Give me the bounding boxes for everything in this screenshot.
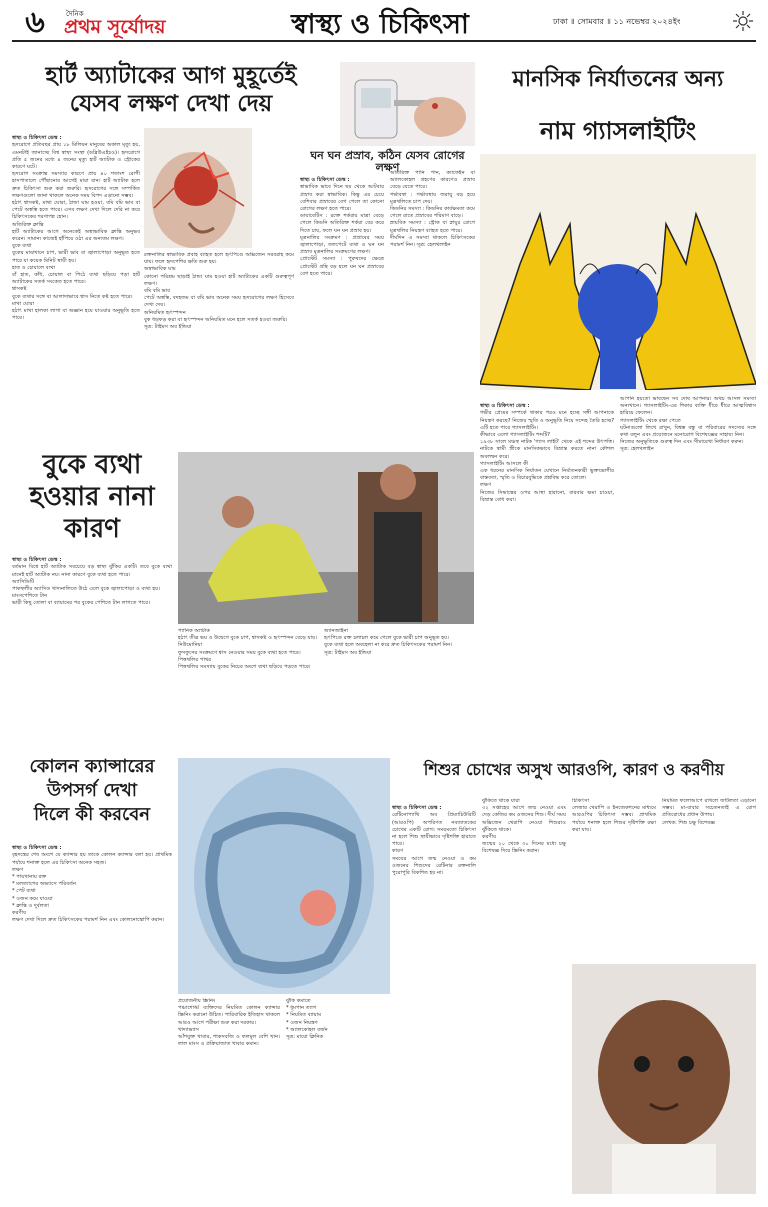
glucose-text-1: স্বাভাবিক ভাবে দিনে ছয় থেকে আটবার প্রস্রাব করা স্বাভাবিক। কিন্তু এর চেয়ে বেশিবার প্রস্রাবের বেগ পেলে তা কোনো রোগের লক্ষণ হতে পারে। ডায়াবেটিস : রক্তে শর্করার মাত্রা বেড়ে গেলে কিডনি অতিরিক্ত শর্করা বের করে দিতে চায়, ফলে ঘন ঘন প্রস্রাব হয়। মূত্রনালির সংক্রমণ : প্রস্রাবের সময় জ্বালাপোড়া, তলপেটে ব্যথা ও ঘন ঘন প্রস্রাব মূত্রনালির সংক্রমণের লক্ষণ। প্রোস্টেট সমস্যা : পুরুষদের ক্ষেত্রে প্রোস্টেট গ্রন্থি বড় হলে ঘন ঘন প্রস্রাবের বেগ হতে পারে। [300, 184, 384, 277]
chest-article [12, 452, 474, 754]
gas-column-1 [480, 396, 614, 690]
child-eye-column-3: চিকিৎসা লেজার থেরাপি ও ইনজেকশনের মাধ্যমে আরওপির চিকিৎসা সম্ভব। প্রাথমিক পর্যায়ে শনাক্ত হলে শিশুর দৃষ্টিশক্তি রক্ষা করা যায়। [572, 798, 656, 833]
glucose-column-1 [300, 170, 384, 452]
colon-headline-3: দিলে কী করবেন [33, 804, 150, 825]
section-title: স্বাস্থ্য ও চিকিৎসা [291, 9, 469, 40]
masthead [0, 0, 768, 64]
colon-byline: স্বাস্থ্য ও চিকিৎসা ডেস্ক : [12, 845, 62, 852]
colon-text-1: বৃহদন্ত্রের শেষ অংশে যে ক্যান্সার হয় তাকে কোলন ক্যান্সার বলা হয়। প্রাথমিক পর্যায়ে শনাক্ত হলে এর চিকিৎসা অনেক সহজ। লক্ষণ * পায়খানায় রক্ত * মলত্যাগের অভ্যাসে পরিবর্তন * পেট ব্যথা * ওজন কমে যাওয়া * ক্লান্তি ও দুর্বলতা করণীয় লক্ষণ দেখা দিলে দ্রুত চিকিৎসকের পরামর্শ নিন এবং কোলনোস্কোপি করান। [12, 852, 172, 924]
glucose-byline: স্বাস্থ্য ও চিকিৎসা ডেস্ক : [300, 177, 350, 184]
gaslighting-illustration [480, 154, 756, 390]
chest-text-1: বর্তমান বিশ্বে হার্ট অ্যাটাক সবচেয়ে বড় স্বাস্থ্য ঝুঁকির একটি। তবে বুকে ব্যথা মানেই হার্ট অ্যাটাক নয়। নানা কারণে বুকে ব্যথা হতে পারে। অ্যাসিডিটি পাকস্থলীর অ্যাসিড খাদ্যনালিতে উঠে এলে বুকে জ্বালাপোড়া ও ব্যথা হয়। মাংসপেশিতে টান ভারী কিছু তোলা বা ব্যায়ামের পর বুকের পেশিতে টান লাগতে পারে। [12, 564, 172, 607]
gaslighting-article [480, 62, 756, 692]
gas-headline-1: মানসিক নির্যাতনের অন্য [512, 66, 724, 92]
heart-byline: স্বাস্থ্য ও চিকিৎসা ডেস্ক : [12, 135, 62, 142]
colon-column-2: প্রয়োজনীয় স্ক্রিনিং পঞ্চাশোর্ধ্ব ব্যক্তিদের নিয়মিত কোলন ক্যান্সার স্ক্রিনিং করানো উচিত। পারিবারিক ইতিহাস থাকলে আরও আগে পরীক্ষা শুরু করা দরকার। খাদ্যাভ্যাস আঁশযুক্ত খাবার, শাকসবজি ও ফলমূল বেশি খান। লাল মাংস ও প্রক্রিয়াজাত খাবার কমান। [178, 998, 280, 1048]
child-eye-headline: শিশুর চোখের অসুখ আরওপি, কারণ ও করণীয় [423, 760, 725, 779]
page-number: ৬ [25, 5, 45, 40]
child-eye-column-1 [392, 798, 476, 1194]
heart-article [12, 62, 330, 452]
glucose-headline: ঘন ঘন প্রস্রাব, কঠিন যেসব রোগের লক্ষণ [310, 149, 465, 174]
chest-column-1 [12, 550, 172, 750]
colon-article [12, 758, 390, 1198]
gas-column-2: আপনি হয়তো ভাবছেন সব দোষ আপনার। অথচ আসল সমস্যা অন্যখানে। গ্যাসলাইটিং-এর শিকার ব্যক্তি ধীরে ধীরে আত্মবিশ্বাস হারিয়ে ফেলেন। গ্যাসলাইটিং থেকে রক্ষা পেতে ঘটনাগুলো লিখে রাখুন, বিশ্বস্ত বন্ধু বা পরিবারের সদস্যের সঙ্গে কথা বলুন এবং প্রয়োজনে মনোরোগ বিশেষজ্ঞের সাহায্য নিন। নিজের অনুভূতিকে গুরুত্ব দিন এবং সীমারেখা নির্ধারণ করুন। সূত্র: হেলথলাইন [620, 396, 756, 453]
chest-headline-1: বুকে ব্যথা [42, 450, 142, 480]
gas-text-1: গভীর প্রেমের সম্পর্কে থাকার পরও মনে হচ্ছে সঙ্গী আপনাকে নিয়ন্ত্রণ করছে? নিজের স্মৃতি ও অনুভূতি নিয়ে সন্দেহ তৈরি হচ্ছে? এটি হতে পারে গ্যাসলাইটিং। কীভাবে এলো গ্যাসলাইটিং শব্দটি? ১৯৩৮ সালে মঞ্চস্থ নাটক 'গ্যাস লাইট' থেকে এই শব্দের উৎপত্তি। নাটকে স্বামী স্ত্রীকে মানসিকভাবে বিভ্রান্ত করতে নানা কৌশল অবলম্বন করে। গ্যাসলাইটিং আসলে কী এক ধরনের মানসিক নির্যাতন যেখানে নির্যাতনকারী ভুক্তভোগীর বাস্তবতা, স্মৃতি ও বিচারবুদ্ধিকে প্রশ্নবিদ্ধ করে তোলে। লক্ষণ নিজের সিদ্ধান্তের ওপর আস্থা হারানো, বারবার ক্ষমা চাওয়া, বিভ্রান্ত বোধ করা। [480, 410, 614, 503]
child-eye-byline: স্বাস্থ্য ও চিকিৎসা ডেস্ক : [392, 805, 442, 812]
chest-headline-2: হওয়ার নানা [29, 482, 155, 512]
gas-byline: স্বাস্থ্য ও চিকিৎসা ডেস্ক : [480, 403, 530, 410]
child-eye-column-4: নিয়মিত ফলোআপে রাখলে জটিলতা এড়ানো সম্ভব। মা-বাবার সচেতনতাই এ রোগ প্রতিরোধের প্রধান উপায়। লেখক: শিশু চক্ষু বিশেষজ্ঞ [662, 798, 756, 826]
logo-text: প্রথম সূর্যোদয় [64, 16, 166, 38]
sun-ornament-icon [732, 10, 754, 32]
colon-column-3: ঝুঁকি কমাতে * ধূমপান ত্যাগ * নিয়মিত ব্যায়াম * ওজন নিয়ন্ত্রণ * অ্যালকোহল বর্জন সূত্র: মায়ো ক্লিনিক [286, 998, 328, 1041]
heart-column-1 [12, 128, 140, 448]
glucose-column-2: অতিরিক্ত পানি পান, ক্যাফেইন বা অ্যালকোহল গ্রহণের কারণেও প্রস্রাব বেড়ে যেতে পারে। গর্ভাবস্থা : গর্ভাবস্থায় জরায়ু বড় হয়ে মূত্রথলিতে চাপ দেয়। কিডনির সমস্যা : কিডনির কার্যক্ষমতা কমে গেলে রাতে প্রস্রাবের পরিমাণ বাড়ে। স্নায়বিক সমস্যা : স্ট্রোক বা স্নায়ুর রোগে মূত্রথলির নিয়ন্ত্রণ ব্যাহত হতে পারে। দীর্ঘদিন এ সমস্যা থাকলে চিকিৎসকের পরামর্শ নিন। সূত্র: হেলথলাইন [390, 170, 475, 249]
chest-pain-photo [178, 452, 474, 624]
colon-headline-2: উপসর্গ দেখা [47, 780, 137, 801]
chest-column-3: অ্যানজাইনা হৃৎপিণ্ডে রক্ত চলাচল কমে গেলে বুকে ভারী চাপ অনুভূত হয়। বুকে ব্যথা হলে অবহেলা না করে দ্রুত চিকিৎসকের পরামর্শ নিন। সূত্র: টাইমস অব ইন্ডিয়া [324, 628, 453, 656]
glucose-article [300, 62, 475, 454]
chest-column-2: প্যানিক অ্যাটাক হঠাৎ তীব্র ভয় ও উদ্বেগে বুকে চাপ, শ্বাসকষ্ট ও হৃৎস্পন্দন বেড়ে যায়। নিউমোনিয়া ফুসফুসের সংক্রমণে শ্বাস নেওয়ার সময় বুকে ব্যথা হতে পারে। পিত্তথলির পাথর পিত্তথলির সমস্যায় বুকের নিচের অংশে ব্যথা ছড়িয়ে পড়তে পারে। [178, 628, 317, 671]
logo-prefix: দৈনিক [66, 10, 84, 18]
chest-headline-3: কারণ [64, 514, 120, 544]
heart-headline-2: যেসব লক্ষণ দেখা দেয় [69, 90, 273, 117]
colon-headline-1: কোলন ক্যান্সারের [29, 756, 155, 777]
heart-text-1: হৃদরোগে প্রতিবছর প্রায় ১৮ মিলিয়ন মানুষের অকাল মৃত্যু হয়, এমনটাই জানাচ্ছে বিশ্ব স্বাস্থ্য সংস্থা (ডব্লিউএইচও)। হৃদরোগে প্রতি ৫ জনের মধ্যে ৪ জনের মৃত্যু হার্ট অ্যাটাক ও স্ট্রোকের কারণে ঘটে। হৃদরোগ সংক্রান্ত সমস্যার কারণে প্রায় ৪০ শতাংশ রোগী হাসপাতালে পৌঁছানোর আগেই মারা যান। হার্ট অ্যাটাক হলে দ্রুত চিকিৎসা শুরু করা জরুরি। হৃদরোগের সঙ্গে সম্পর্কিত লক্ষণগুলো জানা থাকলে অনেক সময় বিপদ এড়ানো সম্ভব। হঠাৎ শ্বাসকষ্ট, মাথা ঘোরা, ঠান্ডা ঘাম হওয়া, বমি বমি ভাব বা পেটে অস্বস্তি হতে পারে। এসব লক্ষণ দেখা দিলে দেরি না করে চিকিৎসকের শরণাপন্ন হোন। অতিরিক্ত ক্লান্তি হার্ট অ্যাটাকের আগে অনেকেই অস্বাভাবিক ক্লান্তি অনুভব করেন। সামান্য কাজেই হাঁপিয়ে ওঠা এর অন্যতম লক্ষণ। বুকে ব্যথা বুকের মাঝখানে চাপ, ভারী ভাব বা জ্বালাপোড়া অনুভূত হতে পারে যা কয়েক মিনিট স্থায়ী হয়। হাত ও চোয়ালে ব্যথা বাঁ হাত, কাঁধ, চোয়াল বা পিঠে ব্যথা ছড়িয়ে পড়া হার্ট অ্যাটাকের সতর্ক সংকেত হতে পারে। শ্বাসকষ্ট বুকে ব্যথার সঙ্গে বা আলাদাভাবে শ্বাস নিতে কষ্ট হতে পারে। মাথা ঘোরা হঠাৎ মাথা হালকা লাগা বা অজ্ঞান হয়ে যাওয়ার অনুভূতি হতে পারে। [12, 142, 140, 322]
heart-illustration [144, 128, 252, 248]
colon-column-1 [12, 838, 172, 1194]
child-eye-article [392, 758, 756, 1198]
child-eye-column-2: ঝুঁকিতে থাকে যারা ৩২ সপ্তাহের আগে জন্ম নেওয়া এবং দেড় কেজির কম ওজনের শিশু। দীর্ঘ সময় অক্সিজেন থেরাপি নেওয়া শিশুরাও ঝুঁকিতে থাকে। করণীয় জন্মের ২০ থেকে ৩০ দিনের মধ্যে চক্ষু বিশেষজ্ঞ দিয়ে স্ক্রিনিং করান। [482, 798, 566, 855]
dateline: ঢাকা ॥ সোমবার ॥ ১১ নভেম্বর ২০২৪ইং [553, 17, 681, 26]
colon-photo [178, 758, 390, 994]
heart-headline-1: হার্ট অ্যাটাকের আগ মুহূর্তেই [45, 62, 297, 89]
chest-byline: স্বাস্থ্য ও চিকিৎসা ডেস্ক : [12, 557, 62, 564]
heart-column-2: রক্তনালির স্বাভাবিক প্রবাহ ব্যাহত হলে হৃৎপিণ্ডে অক্সিজেন সরবরাহ কমে যায়। ফলে হৃদপেশির ক্ষতি শুরু হয়। অস্বাভাবিক ঘাম কোনো পরিশ্রম ছাড়াই ঠান্ডা ঘাম হওয়া হার্ট অ্যাটাকের একটি গুরুত্বপূর্ণ লক্ষণ। বমি বমি ভাব পেটে অস্বস্তি, বদহজম বা বমি ভাব অনেক সময় হৃদরোগের লক্ষণ হিসেবে দেখা দেয়। অনিয়মিত হৃৎস্পন্দন বুক ধড়ফড় করা বা হৃৎস্পন্দন অনিয়মিত মনে হলে সতর্ক হওয়া জরুরি। সূত্র: টাইমস অব ইন্ডিয়া [144, 252, 294, 331]
header-rule [12, 40, 756, 42]
baby-photo [572, 964, 756, 1194]
gas-headline-2: নাম গ্যাসলাইটিং [539, 116, 697, 145]
child-eye-text-1: রেটিনোপ্যাথি অব প্রিম্যাচিউরিটি (আরওপি) অপরিণত নবজাতকের চোখের একটি রোগ। সময়মতো চিকিৎসা না হলে শিশু স্থায়ীভাবে দৃষ্টিশক্তি হারাতে পারে। কারণ সময়ের আগে জন্ম নেওয়া ও কম ওজনের শিশুদের রেটিনার রক্তনালি পুরোপুরি বিকশিত হয় না। [392, 812, 476, 877]
glucose-meter-photo [340, 62, 475, 146]
